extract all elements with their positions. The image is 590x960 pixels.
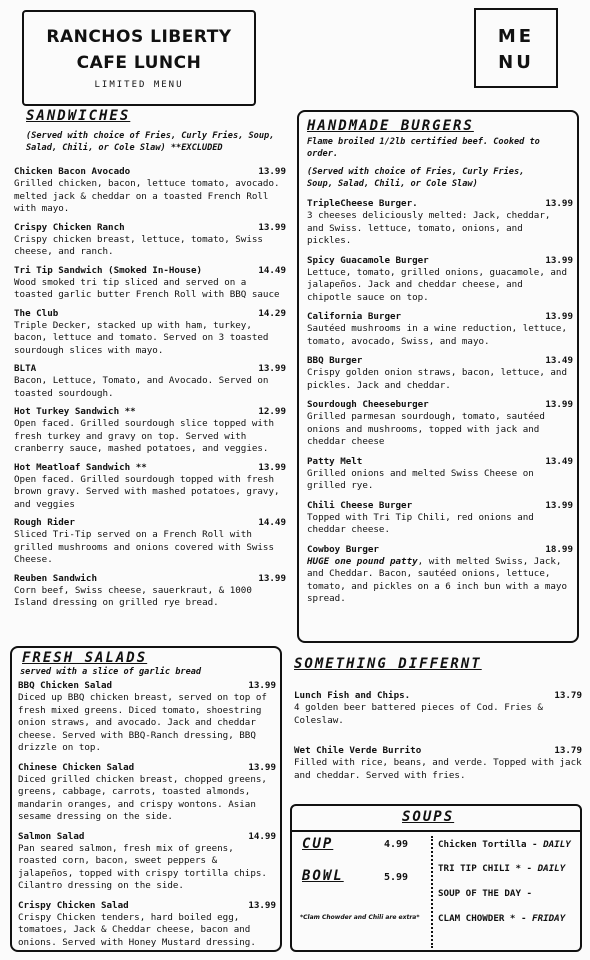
item-price: 13.99 <box>258 166 286 177</box>
item-name: Crispy Chicken Salad <box>18 899 129 911</box>
item-name: Chicken Bacon Avocado <box>14 166 131 177</box>
item-desc: Triple Decker, stacked up with ham, turkey, bacon, lettuce and tomato. Served on 3 toasted sourdough slices with mayo. <box>14 319 269 356</box>
cafe-title-line1: RANCHOS LIBERTY <box>46 27 232 47</box>
item-desc-rest: , with melted Swiss, Jack, and Cheddar. Bacon, sautéed onions, lettuce, tomato, and pickles on a 6 inch bun with a mayo spread. <box>307 555 567 604</box>
soups-dotted-divider <box>431 836 433 948</box>
soup-flavor-tag: DAILY <box>543 839 571 850</box>
something-different-section <box>294 656 582 792</box>
item-name: Wet Chile Verde Burrito <box>294 745 422 756</box>
menu-item <box>14 517 286 567</box>
soups-divider <box>292 830 580 832</box>
item-name: Hot Turkey Sandwich ** <box>14 406 136 417</box>
sandwiches-note: (Served with choice of Fries, Curly Fries, Soup, Salad, Chili, or Cole Slaw) **EXCLUDED <box>26 131 275 153</box>
item-desc: Crispy golden onion straws, bacon, lettuce, and pickles. Jack and cheddar. <box>307 367 567 391</box>
menu-item <box>307 198 573 248</box>
item-desc: Open faced. Grilled sourdough topped with fresh brown gravy. Served with mashed potatoes, gravy, and veggies <box>14 473 280 510</box>
menu-item <box>294 690 582 727</box>
menu-item <box>14 308 286 358</box>
soup-flavor-tag: DAILY <box>537 863 566 874</box>
menu-item <box>18 900 276 950</box>
menu-item <box>14 166 286 216</box>
item-price: 13.99 <box>545 399 573 410</box>
menu-item <box>14 222 286 259</box>
item-price: 13.99 <box>258 461 286 473</box>
item-desc <box>307 556 567 606</box>
item-price: 13.49 <box>545 455 573 467</box>
soups-section <box>290 804 582 952</box>
cafe-title-line2: CAFE LUNCH <box>76 53 202 73</box>
item-price: 14.49 <box>258 517 286 528</box>
menu-subtitle: LIMITED MENU <box>94 80 184 90</box>
item-price: 12.99 <box>258 406 286 417</box>
item-desc: Topped with Tri Tip Chili, red onions and cheddar cheese. <box>307 511 534 535</box>
item-name: BLTA <box>14 363 37 374</box>
item-desc: Diced up BBQ chicken breast, served on top of fresh mixed greens. Diced tomato, shoestring onion straws, and avocado. Jack and cheddar cheese. Served with BBQ-Ranch dressing, BBQ drizzle on top. <box>18 692 267 753</box>
item-name: Hot Meatloaf Sandwich ** <box>14 461 147 473</box>
burgers-note-beef: Flame broiled 1/2lb certified beef. Cooked to order. <box>307 137 540 159</box>
menu-badge-line2: NU <box>498 52 534 73</box>
menu-item <box>307 499 573 537</box>
menu-item <box>307 543 573 606</box>
soup-flavor-name: Chicken Tortilla - <box>438 839 544 850</box>
soup-flavor <box>438 839 571 850</box>
title-box <box>22 10 256 106</box>
item-price: 14.49 <box>258 264 286 276</box>
item-name: Chili Cheese Burger <box>307 499 413 511</box>
item-desc: Diced grilled chicken breast, chopped greens, greens, cabbage, carrots, toasted almonds, mandarin oranges, and crispy wontons. Asian sesame dressing on the side. <box>18 773 267 822</box>
salads-note: served with a slice of garlic bread <box>20 667 202 677</box>
sandwiches-title: SANDWICHES <box>26 108 131 124</box>
burgers-note-sides: (Served with choice of Fries, Curly Fries, Soup, Salad, Chili, or Cole Slaw) <box>307 167 525 189</box>
item-price: 13.99 <box>545 198 573 209</box>
soups-footnote: *Clam Chowder and Chili are extra* <box>300 914 420 921</box>
cup-price: 4.99 <box>384 839 409 850</box>
menu-item <box>18 831 276 893</box>
item-desc: Grilled chicken, bacon, lettuce tomato, avocado. melted jack & cheddar on a toasted French Roll with mayo. <box>14 178 280 214</box>
item-price: 13.99 <box>258 572 286 584</box>
menu-item <box>18 680 276 755</box>
sandwiches-section <box>14 108 292 616</box>
soup-flavor <box>438 863 565 874</box>
item-name: Chinese Chicken Salad <box>18 761 135 773</box>
menu-item <box>307 254 573 305</box>
menu-item <box>307 455 573 493</box>
item-name: Sourdough Cheeseburger <box>307 399 429 410</box>
bowl-label: BOWL <box>302 868 344 884</box>
burgers-section <box>297 110 579 643</box>
item-name: Salmon Salad <box>18 830 85 842</box>
menu-item <box>307 355 573 392</box>
item-price: 14.29 <box>258 307 286 319</box>
menu-item <box>14 462 286 512</box>
item-name: BBQ Chicken Salad <box>18 680 113 691</box>
item-desc: Crispy Chicken tenders, hard boiled egg, tomatoes, Jack & Cheddar cheese, bacon and onions. Served with Honey Mustard dressing. <box>18 911 256 948</box>
item-name: Spicy Guacamole Burger <box>307 254 429 266</box>
item-desc-emphasis: HUGE one pound patty <box>307 555 418 567</box>
soups-title: SOUPS <box>402 809 455 825</box>
item-name: Cowboy Burger <box>307 543 379 555</box>
item-desc: Corn beef, Swiss cheese, sauerkraut, & 1000 Island dressing on grilled rye bread. <box>14 584 252 608</box>
menu-item <box>294 745 582 782</box>
item-name: The Club <box>14 307 59 319</box>
soup-flavor-tag: FRIDAY <box>532 913 566 924</box>
item-name: Tri Tip Sandwich (Smoked In-House) <box>14 264 203 276</box>
item-price: 13.99 <box>258 221 286 233</box>
item-price: 13.99 <box>545 499 573 511</box>
menu-item <box>18 762 276 824</box>
item-desc: Pan seared salmon, fresh mix of greens, roasted corn, bacon, sweet peppers & jalapeños, topped with crispy tortilla chips. Cilantro dressing on the side. <box>18 842 267 891</box>
menu-badge <box>474 8 558 88</box>
item-price: 13.99 <box>545 311 573 322</box>
salads-title: FRESH SALADS <box>22 650 148 666</box>
item-desc: Grilled onions and melted Swiss Cheese on grilled rye. <box>307 467 534 491</box>
item-name: Lunch Fish and Chips. <box>294 690 411 701</box>
item-desc: Sautéed mushrooms in a wine reduction, lettuce, tomato, avocado, Swiss, and mayo. <box>307 323 567 347</box>
item-price: 13.79 <box>554 690 582 701</box>
burgers-title: HANDMADE BURGERS <box>307 118 474 134</box>
item-name: Reuben Sandwich <box>14 572 97 584</box>
item-desc: Filled with rice, beans, and verde. Topped with jack and cheddar. Served with fries. <box>294 757 582 781</box>
item-price: 13.49 <box>545 355 573 366</box>
menu-item <box>307 311 573 348</box>
item-name: Patty Melt <box>307 455 363 467</box>
item-price: 13.99 <box>248 680 276 691</box>
bowl-price: 5.99 <box>384 872 409 883</box>
menu-badge-line1: ME <box>497 26 535 47</box>
menu-item <box>307 399 573 449</box>
soup-flavor <box>438 888 532 899</box>
soup-flavor-name: SOUP OF THE DAY - <box>438 888 533 899</box>
item-desc: 4 golden beer battered pieces of Cod. Fries & Coleslaw. <box>294 702 543 726</box>
menu-item <box>14 406 286 456</box>
menu-item <box>14 573 286 610</box>
item-price: 18.99 <box>545 543 573 555</box>
item-price: 13.99 <box>248 761 276 773</box>
menu-item <box>14 363 286 400</box>
menu-item <box>14 265 286 302</box>
item-price: 13.79 <box>554 745 582 756</box>
soup-flavor <box>438 913 565 924</box>
item-price: 13.99 <box>248 899 276 911</box>
something-different-title: SOMETHING DIFFERNT <box>294 656 482 672</box>
salads-section <box>10 646 282 952</box>
item-name: California Burger <box>307 311 402 322</box>
item-desc: Sliced Tri-Tip served on a French Roll with grilled mushrooms and onions covered with Swiss Cheese. <box>14 529 274 565</box>
item-price: 13.99 <box>545 254 573 266</box>
item-name: Rough Rider <box>14 517 75 528</box>
cup-label: CUP <box>302 836 334 852</box>
item-desc: 3 cheeses deliciously melted: Jack, cheddar, and Swiss. lettuce, tomato, onions, and pickles. <box>307 210 551 246</box>
item-name: TripleCheese Burger. <box>307 198 418 209</box>
item-desc: Open faced. Grilled sourdough slice topped with fresh turkey and gravy on top. Served with cranberry sauce, mashed potatoes, and veggies. <box>14 418 274 454</box>
item-desc: Crispy chicken breast, lettuce, tomato, Swiss cheese, and ranch. <box>14 233 263 257</box>
item-desc: Bacon, Lettuce, Tomato, and Avocado. Served on toasted sourdough. <box>14 375 269 399</box>
item-desc: Wood smoked tri tip sliced and served on a toasted garlic butter French Roll with BBQ sauce <box>14 276 280 300</box>
item-desc: Lettuce, tomato, grilled onions, guacamole, and jalapeños. Jack and cheddar cheese, and chipotle sauce on top. <box>307 266 567 303</box>
item-name: Crispy Chicken Ranch <box>14 221 125 233</box>
item-name: BBQ Burger <box>307 355 363 366</box>
item-price: 13.99 <box>258 363 286 374</box>
soup-flavor-name: CLAM CHOWDER * - <box>438 913 533 924</box>
item-desc: Grilled parmesan sourdough, tomato, sautéed onions and mushrooms, topped with jack and cheddar cheese <box>307 411 545 447</box>
item-price: 14.99 <box>248 830 276 842</box>
soup-flavor-name: TRI TIP CHILI * - <box>438 863 538 874</box>
